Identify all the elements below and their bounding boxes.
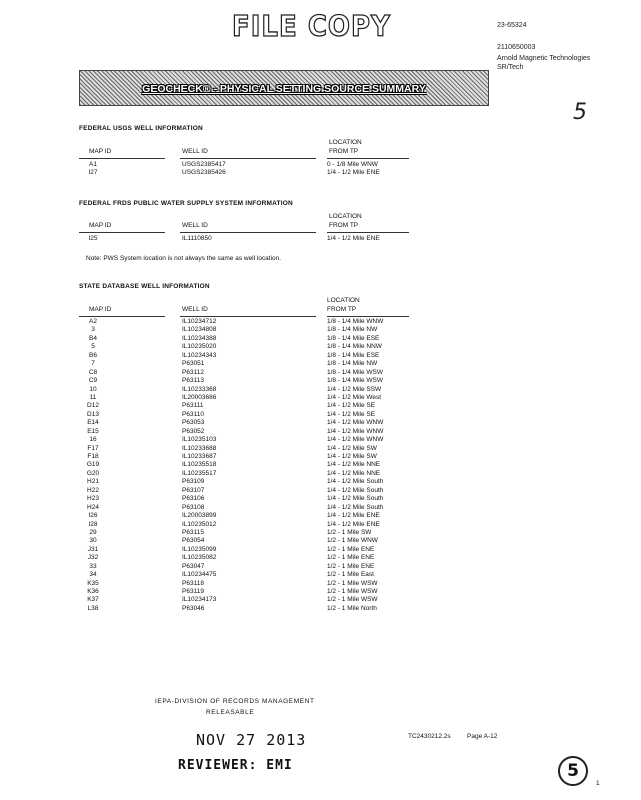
well-id-cell: P63052	[182, 427, 205, 435]
map-id-cell: 34	[89, 571, 97, 579]
reviewer-stamp: REVIEWER: EMI	[178, 758, 293, 773]
title-banner	[79, 70, 489, 106]
well-id-cell: P63106	[182, 495, 205, 503]
well-id-cell: IL10234475	[182, 571, 217, 579]
well-id-cell: IL10235020	[182, 343, 217, 351]
map-id-cell: 10	[89, 385, 97, 393]
location-cell: 1/4 - 1/2 Mile NNE	[327, 469, 381, 477]
well-id-cell: IL10233688	[182, 444, 217, 452]
well-id-cell: P63109	[182, 478, 205, 486]
date-stamp: NOV 27 2013	[196, 731, 307, 749]
map-id-cell: 30	[89, 537, 97, 545]
usgs-col-map: MAP ID	[89, 148, 112, 155]
well-id-cell: P63054	[182, 537, 205, 545]
well-id-cell: P63110	[182, 410, 204, 418]
circled-mark: 5	[558, 756, 588, 786]
page-number: Page A-12	[467, 733, 498, 740]
map-id-cell: G20	[86, 469, 100, 477]
location-cell: 1/8 - 1/4 Mile WNW	[327, 318, 384, 325]
location-cell: 1/8 - 1/4 Mile NNW	[327, 343, 382, 351]
map-id-cell: J31	[87, 545, 99, 553]
well-id-cell: P63107	[182, 486, 205, 494]
well-id-cell: IL20003686	[182, 393, 217, 401]
map-id-cell: K35	[87, 579, 99, 587]
location-cell: 1/8 - 1/4 Mile WSW	[327, 368, 383, 376]
location-cell: 1/4 - 1/2 Mile ENE	[327, 169, 380, 177]
well-id-cell: P63111	[182, 402, 204, 410]
state-col-well: WELL ID	[182, 306, 208, 313]
location-cell: 1/2 - 1 Mile SW	[327, 528, 372, 536]
location-cell: 1/8 - 1/4 Mile ESE	[327, 334, 380, 342]
location-cell: 1/4 - 1/2 Mile SW	[327, 444, 377, 452]
well-id-cell: IL10234173	[182, 596, 217, 604]
well-id-cell: P63113	[182, 377, 204, 385]
usgs-heading: FEDERAL USGS WELL INFORMATION	[79, 125, 203, 132]
frds-col-fromtp: FROM TP	[329, 222, 359, 229]
frds-col-location: LOCATION	[329, 213, 362, 220]
map-id-cell: H23	[87, 495, 99, 503]
location-cell: 1/4 - 1/2 Mile NNE	[327, 461, 381, 469]
well-id-cell: IL10234712	[182, 318, 217, 325]
map-id-cell: I26	[88, 512, 98, 520]
map-id-cell: I25	[88, 235, 98, 242]
map-id-cell: C8	[88, 368, 98, 376]
records-management-stamp: IEPA-DIVISION OF RECORDS MANAGEMENT	[155, 698, 315, 705]
map-id-cell: F18	[87, 453, 99, 460]
map-id-cell: 3	[91, 326, 95, 334]
location-cell: 1/2 - 1 Mile East	[327, 571, 374, 579]
map-id-cell: A2	[89, 318, 97, 325]
map-id-cell: D12	[87, 402, 99, 410]
well-id-cell: IL10235103	[182, 436, 217, 444]
well-id-cell: IL20003899	[182, 512, 217, 520]
file-copy-stamp: FILE COPY	[232, 10, 391, 44]
location-cell: 0 - 1/8 Mile WNW	[327, 161, 378, 168]
frds-heading: FEDERAL FRDS PUBLIC WATER SUPPLY SYSTEM INFORMATION	[79, 200, 293, 207]
location-cell: 1/2 - 1 Mile WSW	[327, 588, 378, 595]
doc-reference: TC2430212.2s	[408, 733, 451, 740]
map-id-cell: 5	[91, 343, 95, 351]
location-cell: 1/4 - 1/2 Mile South	[327, 495, 384, 503]
location-cell: 1/8 - 1/4 Mile NW	[327, 326, 378, 334]
map-id-cell: H24	[87, 503, 99, 511]
location-cell: 1/4 - 1/2 Mile WNW	[327, 427, 384, 435]
location-cell: 1/2 - 1 Mile ENE	[327, 562, 375, 570]
usgs-rule-map	[79, 158, 165, 159]
map-id-cell: 11	[89, 393, 97, 401]
handwritten-mark: 5	[573, 100, 587, 125]
usgs-rule-well	[180, 158, 316, 159]
map-id-cell: I28	[88, 520, 98, 528]
well-id-cell: USGS2385417	[182, 161, 226, 168]
state-col-fromtp: FROM TP	[327, 306, 357, 313]
well-id-cell: IL10233368	[182, 385, 217, 393]
location-cell: 1/2 - 1 Mile WSW	[327, 579, 378, 587]
location-cell: 1/2 - 1 Mile WSW	[327, 596, 378, 604]
usgs-rule-loc	[327, 158, 409, 159]
well-id-cell: P63108	[182, 503, 205, 511]
well-id-cell: USGS2385426	[182, 169, 226, 177]
map-id-cell: B4	[89, 334, 97, 342]
location-cell: 1/4 - 1/2 Mile ENE	[327, 520, 380, 528]
usgs-col-well: WELL ID	[182, 148, 208, 155]
location-cell: 1/4 - 1/2 Mile WNW	[327, 419, 384, 427]
location-cell: 1/4 - 1/2 Mile SSW	[327, 385, 382, 393]
header-srtech: SR/Tech	[497, 64, 524, 71]
header-ref-2: 2110650003	[497, 44, 536, 51]
location-cell: 1/4 - 1/2 Mile SE	[327, 402, 376, 410]
well-id-cell: IL10233687	[182, 453, 217, 460]
location-cell: 1/8 - 1/4 Mile NW	[327, 360, 378, 368]
usgs-col-location: LOCATION	[329, 139, 362, 146]
location-cell: 1/2 - 1 Mile North	[327, 604, 377, 612]
map-id-cell: H21	[87, 478, 99, 486]
map-id-cell: D13	[87, 410, 99, 418]
usgs-col-fromtp: FROM TP	[329, 148, 359, 155]
map-id-cell: K37	[87, 596, 99, 604]
map-id-cell: I27	[88, 169, 98, 177]
header-ref-1: 23-65324	[497, 22, 527, 29]
well-id-cell: IL1110850	[182, 235, 212, 242]
map-id-cell: A1	[89, 161, 97, 168]
header-company: Arnold Magnetic Technologies	[497, 55, 591, 62]
state-col-location: LOCATION	[327, 297, 360, 304]
well-id-cell: P63119	[182, 588, 204, 595]
location-cell: 1/8 - 1/4 Mile WSW	[327, 377, 383, 385]
state-rule-loc	[327, 316, 409, 317]
well-id-cell: P63115	[182, 528, 204, 536]
map-id-cell: 33	[89, 562, 97, 570]
frds-rule-well	[180, 232, 316, 233]
location-cell: 1/2 - 1 Mile WNW	[327, 537, 378, 545]
well-id-cell: IL10234388	[182, 334, 217, 342]
pws-note: Note: PWS System location is not always the same as well location.	[86, 255, 282, 262]
well-id-cell: IL10235518	[182, 461, 217, 469]
map-id-cell: H22	[87, 486, 99, 494]
well-id-cell: P63112	[182, 368, 204, 376]
well-id-cell: IL10235099	[182, 545, 217, 553]
map-id-cell: E14	[87, 419, 99, 427]
location-cell: 1/8 - 1/4 Mile ESE	[327, 351, 380, 359]
map-id-cell: C9	[88, 377, 98, 385]
well-id-cell: P63053	[182, 419, 205, 427]
well-id-cell: IL10235082	[182, 554, 217, 562]
location-cell: 1/4 - 1/2 Mile SW	[327, 453, 377, 460]
frds-col-well: WELL ID	[182, 222, 208, 229]
location-cell: 1/4 - 1/2 Mile South	[327, 503, 384, 511]
location-cell: 1/2 - 1 Mile ENE	[327, 554, 375, 562]
frds-col-map: MAP ID	[89, 222, 112, 229]
state-heading: STATE DATABASE WELL INFORMATION	[79, 283, 210, 290]
location-cell: 1/4 - 1/2 Mile ENE	[327, 512, 380, 520]
well-id-cell: P63051	[182, 360, 205, 368]
well-id-cell: P63118	[182, 579, 204, 587]
state-rule-well	[180, 316, 316, 317]
map-id-cell: F17	[87, 444, 99, 452]
state-rule-map	[79, 316, 165, 317]
well-id-cell: IL10235012	[182, 520, 217, 528]
releasable-stamp: RELEASABLE	[206, 709, 255, 716]
frds-rule-loc	[327, 232, 409, 233]
location-cell: 1/2 - 1 Mile ENE	[327, 545, 375, 553]
map-id-cell: B6	[89, 351, 97, 359]
well-id-cell: P63047	[182, 562, 205, 570]
map-id-cell: L38	[87, 604, 99, 612]
map-id-cell: 29	[89, 528, 97, 536]
well-id-cell: IL10234808	[182, 326, 217, 334]
corner-number: 1	[596, 780, 600, 787]
location-cell: 1/4 - 1/2 Mile South	[327, 486, 384, 494]
location-cell: 1/4 - 1/2 Mile WNW	[327, 436, 384, 444]
map-id-cell: G19	[86, 461, 100, 469]
location-cell: 1/4 - 1/2 Mile ENE	[327, 235, 380, 242]
map-id-cell: K36	[87, 588, 99, 595]
state-col-map: MAP ID	[89, 306, 112, 313]
well-id-cell: IL10235517	[182, 469, 217, 477]
location-cell: 1/4 - 1/2 Mile South	[327, 478, 384, 486]
location-cell: 1/4 - 1/2 Mile SE	[327, 410, 376, 418]
location-cell: 1/4 - 1/2 Mile West	[327, 393, 382, 401]
map-id-cell: J32	[87, 554, 99, 562]
well-id-cell: IL10234343	[182, 351, 217, 359]
frds-rule-map	[79, 232, 165, 233]
map-id-cell: 7	[91, 360, 95, 368]
well-id-cell: P63046	[182, 604, 205, 612]
map-id-cell: E15	[87, 427, 99, 435]
map-id-cell: 16	[89, 436, 97, 444]
page-title: GEOCHECK® - PHYSICAL SETTING SOURCE SUMMARY	[142, 83, 426, 95]
